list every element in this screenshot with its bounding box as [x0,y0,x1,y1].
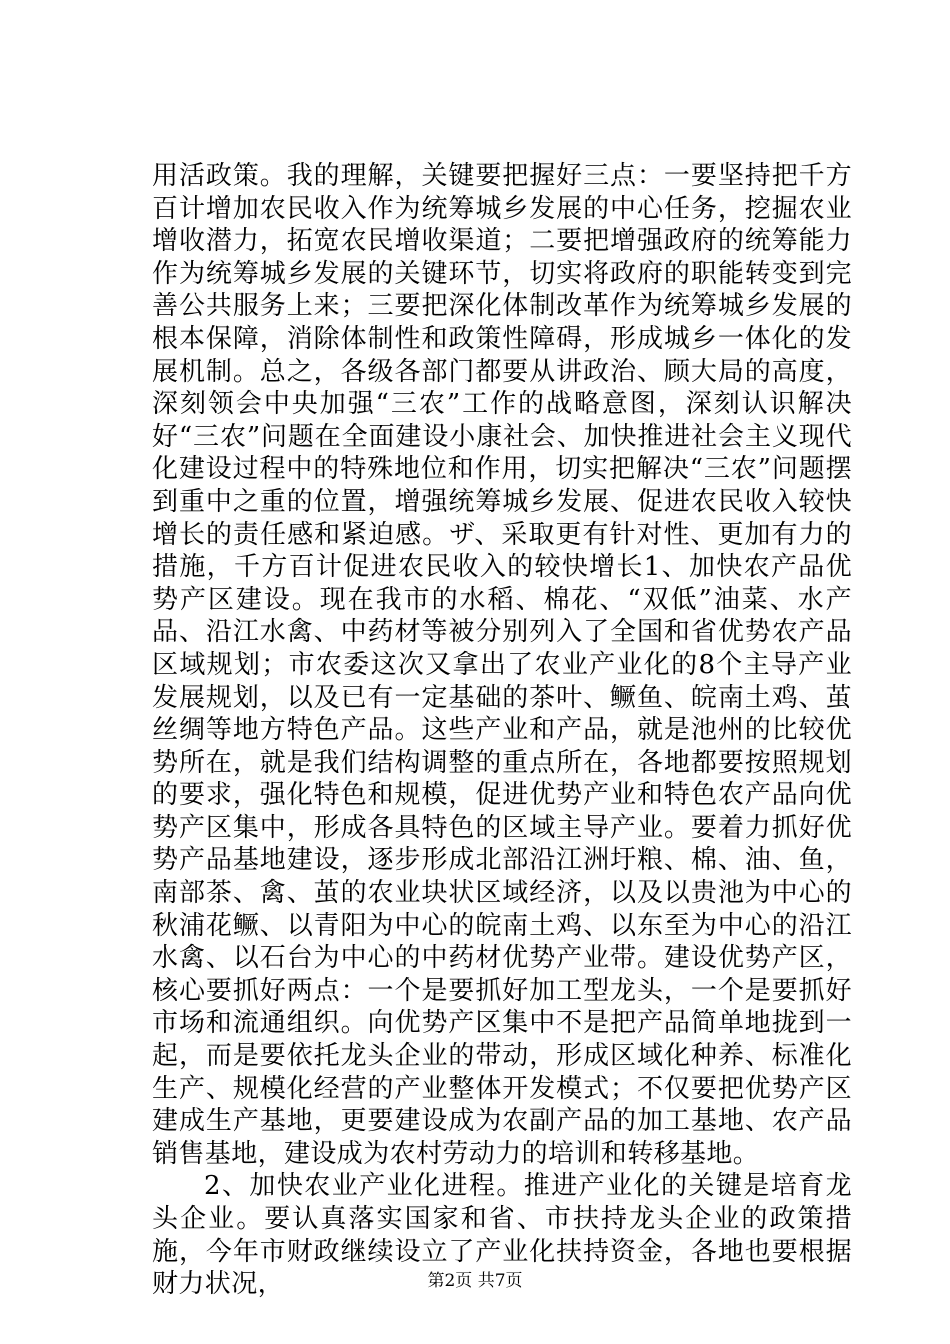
document-body [152,160,852,1301]
page-number-label: 第2页 共7页 [427,1271,523,1291]
paragraph-2: 2、加快农业产业化进程。推进产业化的关键是培育龙头企业。要认真落实国家和省、市扶持龙头企业的政策措施，今年市财政继续设立了产业化扶持资金，各地也要根据财力状况， [152,1171,852,1300]
paragraph-1: 用活政策。我的理解，关键要把握好三点：一要坚持把千方百计增加农民收入作为统筹城乡发展的中心任务，挖掘农业增收潜力，拓宽农民增收渠道；二要把增强政府的统筹能力作为统筹城乡发展的关键环节，切实将政府的职能转变到完善公共服务上来；三要把深化体制改革作为统筹城乡发展的根本保障，消除体制性和政策性障碍，形成城乡一体化的发展机制。总之，各级各部门都要从讲政治、顾大局的高度，深刻领会中央加强“三农”工作的战略意图，深刻认识解决好“三农”问题在全面建设小康社会、加快推进社会主义现代化建设过程中的特殊地位和作用，切实把解决“三农”问题摆到重中之重的位置，增强统筹城乡发展、促进农民收入较快增长的责任感和紧迫感。ザ、采取更有针对性、更加有力的措施，千方百计促进农民收入的较快增长1、加快农产品优势产区建设。现在我市的水稻、棉花、“双低”油菜、水产品、沿江水禽、中药材等被分别列入了全国和省优势农产品区域规划；市农委这次又拿出了农业产业化的8个主导产业发展规划，以及已有一定基础的茶叶、鳜鱼、皖南土鸡、茧丝绸等地方特色产品。这些产业和产品，就是池州的比较优势所在，就是我们结构调整的重点所在，各地都要按照规划的要求，强化特色和规模，促进优势产业和特色农产品向优势产区集中，形成各具特色的区域主导产业。要着力抓好优势产品基地建设，逐步形成北部沿江洲圩粮、棉、油、鱼，南部茶、禽、茧的农业块状区域经济，以及以贵池为中心的秋浦花鳜、以青阳为中心的皖南土鸡、以东至为中心的沿江水禽、以石台为中心的中药材优势产业带。建设优势产区，核心要抓好两点：一个是要抓好加工型龙头，一个是要抓好市场和流通组织。向优势产区集中不是把产品简单地拢到一起，而是要依托龙头企业的带动，形成区域化种养、标准化生产、规模化经营的产业整体开发模式；不仅要把优势产区建成生产基地，更要建设成为农副产品的加工基地、农产品销售基地，建设成为农村劳动力的培训和转移基地。 [152,161,852,1169]
page-footer [0,1270,950,1292]
